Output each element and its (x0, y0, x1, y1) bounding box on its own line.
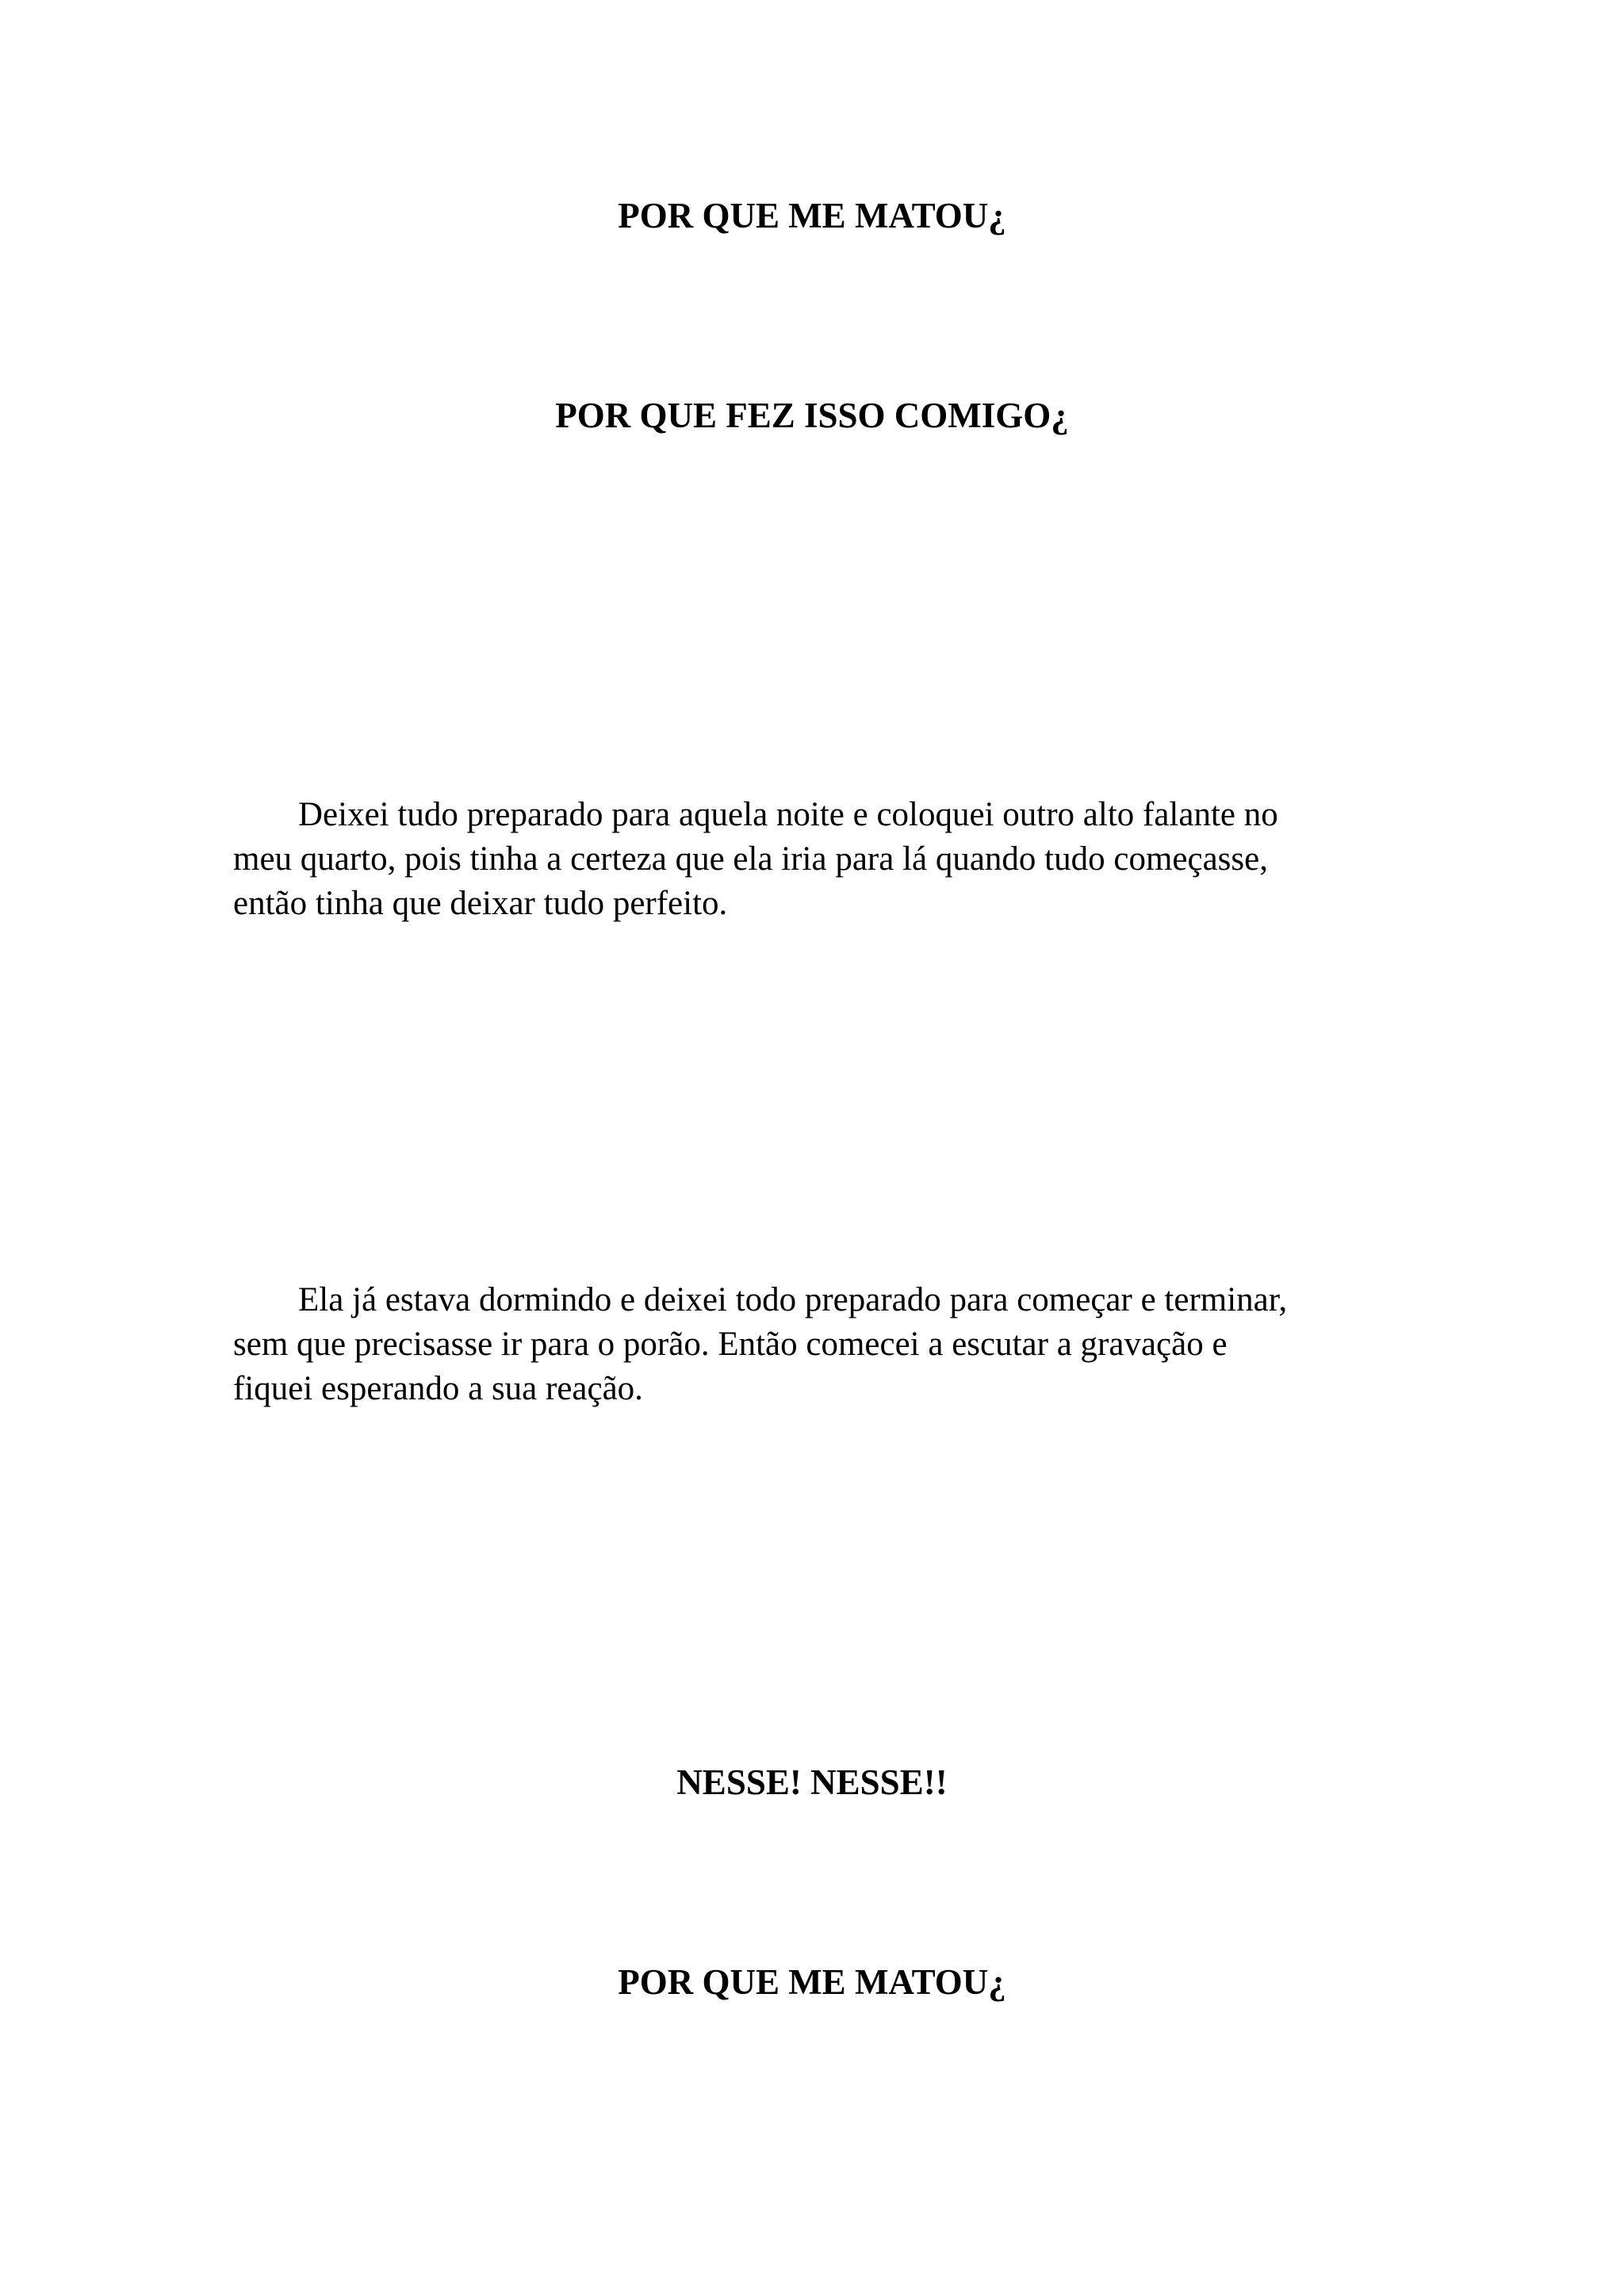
paragraph-preparado (233, 793, 1407, 926)
heading-por-que-me-matou-repeat: POR QUE ME MATOU¿ (618, 1962, 1006, 2002)
paragraph-line: então tinha que deixar tudo perfeito. (233, 885, 728, 922)
heading-por-que-fez-isso-comigo: POR QUE FEZ ISSO COMIGO¿ (555, 396, 1069, 435)
paragraph-dormindo (233, 1278, 1407, 1411)
paragraph-line: sem que precisasse ir para o porão. Então comecei a escutar a gravação e (233, 1326, 1228, 1363)
paragraph-line: fiquei esperando a sua reação. (233, 1370, 643, 1407)
paragraph-line: Ela já estava dormindo e deixei todo preparado para começar e terminar, (298, 1281, 1288, 1318)
paragraph-line: Deixei tudo preparado para aquela noite e coloquei outro alto falante no (298, 796, 1278, 833)
paragraph-line: meu quarto, pois tinha a certeza que ela iria para lá quando tudo começasse, (233, 840, 1268, 878)
heading-nesse-nesse: NESSE! NESSE!! (676, 1762, 948, 1802)
heading-por-que-me-matou: POR QUE ME MATOU¿ (618, 196, 1006, 235)
